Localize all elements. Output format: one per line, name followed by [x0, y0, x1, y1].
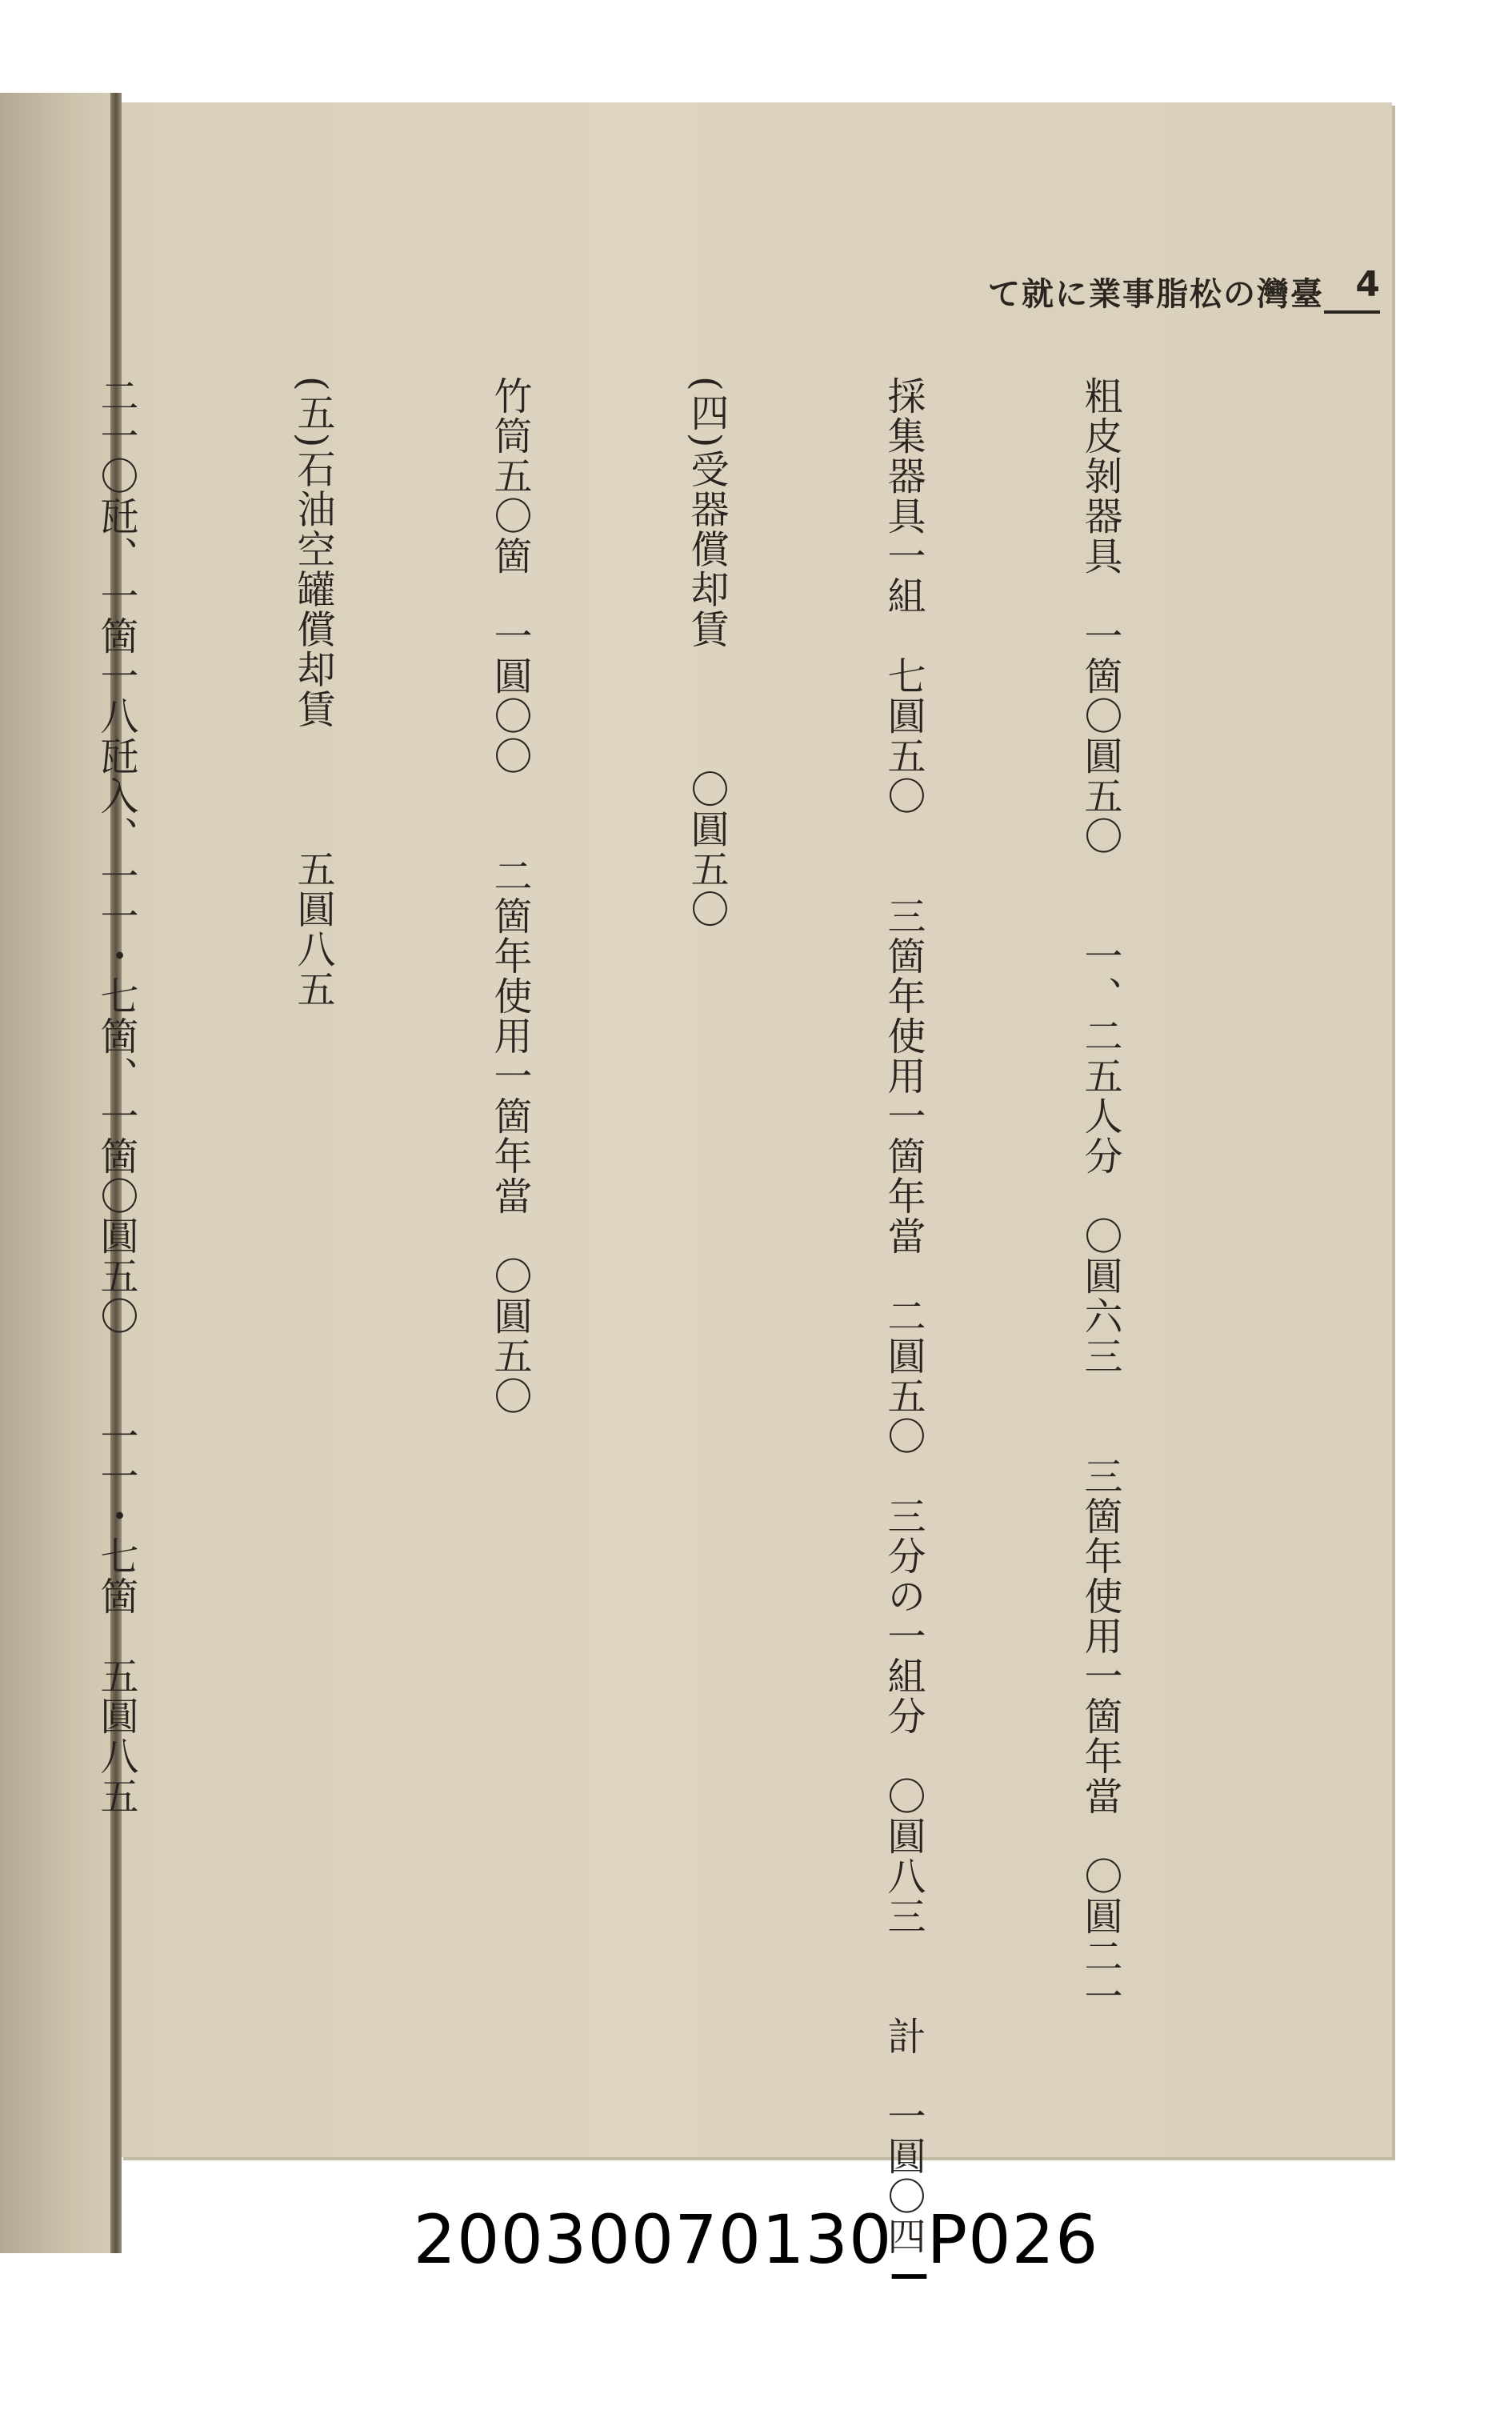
text-line: (五)石油空罐償却賃 五圓八五: [290, 376, 335, 1010]
archive-caption: 20030070130_P026: [413, 2200, 1099, 2279]
page-header: [988, 262, 1380, 318]
header-rule: [1324, 310, 1380, 314]
text-line: 粗皮剝器具 一箇〇圓五〇 一、二五人分 〇圓六三 三箇年使用一箇年當 〇圓二一: [1078, 376, 1122, 2016]
running-title: 臺灣の松脂事業に就て: [988, 275, 1324, 313]
text-line: 採集器具一組 七圓五〇 三箇年使用一箇年當 二圓五〇 三分の一組分 〇圓八三 計 一圓〇四: [881, 376, 926, 2256]
text-line: 竹筒五〇箇 一圓〇〇 二箇年使用一箇年當 〇圓五〇: [487, 376, 532, 1416]
text-line: (四)受器償却賃 〇圓五〇: [684, 376, 729, 930]
page-number: 4: [1355, 264, 1380, 305]
text-line: 二一〇瓩、一箇一八瓩入、一一・七箇、一箇〇圓五〇 一一・七箇 五圓八五: [94, 376, 138, 1816]
